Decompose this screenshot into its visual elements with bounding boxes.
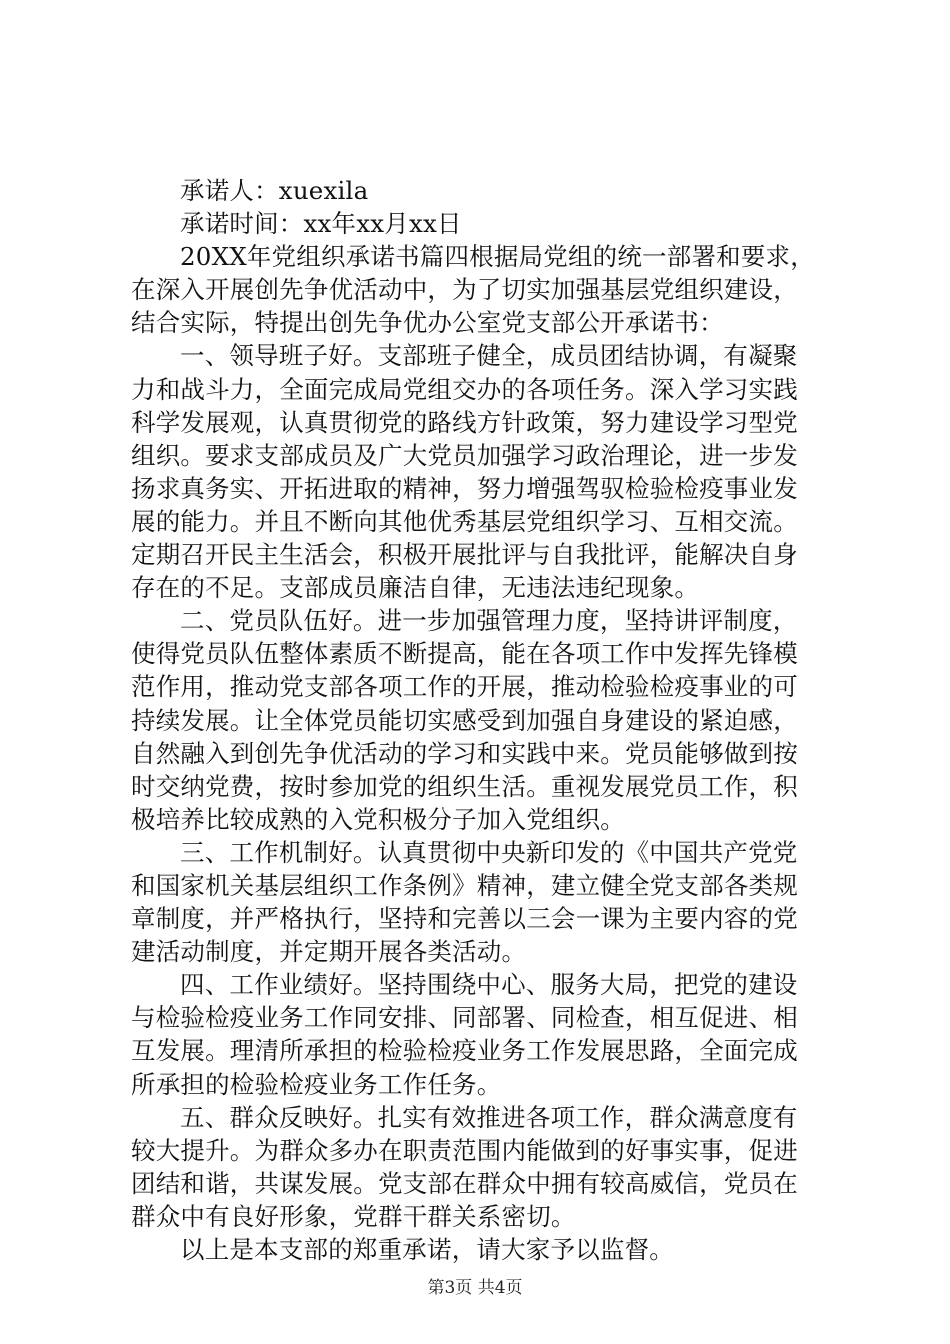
paragraph-item-2 — [131, 604, 831, 836]
paragraph-line: 与检验检疫业务工作同安排、同部署、同检查，相互促进、相 — [131, 1003, 798, 1033]
paragraph-line: 使得党员队伍整体素质不断提高，能在各项工作中发挥先锋模 — [131, 639, 798, 669]
paragraph-line: 扬求真务实、开拓进取的精神，努力增强驾驭检验检疫事业发 — [131, 473, 798, 503]
paragraph-line: 在深入开展创先争优活动中，为了切实加强基层党组织建设， — [131, 275, 798, 305]
paragraph-item-3 — [131, 836, 831, 968]
paragraph-line: 三、工作机制好。认真贯彻中央新印发的《中国共产党党 — [180, 837, 798, 867]
paragraph-line: 以上是本支部的郑重承诺，请大家予以监督。 — [180, 1235, 674, 1264]
paragraph-line: 互发展。理清所承担的检验检疫业务工作发展思路，全面完成 — [131, 1036, 798, 1066]
paragraph-line: 力和战斗力，全面完成局党组交办的各项任务。深入学习实践 — [131, 374, 798, 404]
paragraph-line: 二、党员队伍好。进一步加强管理力度，坚持讲评制度， — [180, 606, 798, 636]
paragraph-line: 较大提升。为群众多办在职责范围内能做到的好事实事，促进 — [131, 1135, 798, 1165]
paragraph-line: 建活动制度，并定期开展各类活动。 — [131, 937, 527, 967]
paragraph-line: 范作用，推动党支部各项工作的开展，推动检验检疫事业的可 — [131, 672, 798, 702]
paragraph-line: 定期召开民主生活会，积极开展批评与自我批评，能解决自身 — [131, 540, 798, 570]
document-body — [131, 174, 831, 1266]
paragraph-line: 20XX年党组织承诺书篇四根据局党组的统一部署和要求， — [180, 242, 815, 272]
paragraph-closing — [131, 1233, 831, 1266]
paragraph-line: 团结和谐，共谋发展。党支部在群众中拥有较高威信，党员在 — [131, 1168, 798, 1198]
paragraph-line: 组织。要求支部成员及广大党员加强学习政治理论，进一步发 — [131, 440, 798, 470]
paragraph-line: 展的能力。并且不断向其他优秀基层党组织学习、互相交流。 — [131, 506, 798, 536]
paragraph-line: 所承担的检验检疫业务工作任务。 — [131, 1069, 502, 1099]
paragraph-item-5 — [131, 1101, 831, 1233]
paragraph-line: 时交纳党费，按时参加党的组织生活。重视发展党员工作，积 — [131, 771, 798, 801]
paragraph-line: 五、群众反映好。扎实有效推进各项工作，群众满意度有 — [180, 1102, 798, 1132]
paragraph-line: 章制度，并严格执行，坚持和完善以三会一课为主要内容的党 — [131, 904, 798, 934]
date-line: 承诺时间：xx年xx月xx日 — [180, 209, 462, 239]
paragraph-line: 一、领导班子好。支部班子健全，成员团结协调，有凝聚 — [180, 341, 798, 371]
paragraph-line: 极培养比较成熟的入党积极分子加入党组织。 — [131, 804, 625, 834]
paragraph-line: 群众中有良好形象，党群干群关系密切。 — [131, 1201, 576, 1231]
paragraph-line: 存在的不足。支部成员廉洁自律，无违法违纪现象。 — [131, 573, 700, 603]
paragraph-item-4 — [131, 968, 831, 1100]
signer-line: 承诺人：xuexila — [180, 176, 369, 205]
paragraph-line: 结合实际，特提出创先争优办公室党支部公开承诺书： — [131, 308, 724, 338]
paragraph-line: 和国家机关基层组织工作条例》精神，建立健全党支部各类规 — [131, 870, 798, 900]
paragraph-line: 科学发展观，认真贯彻党的路线方针政策，努力建设学习型党 — [131, 407, 798, 437]
paragraph-line: 四、工作业绩好。坚持围绕中心、服务大局，把党的建设 — [180, 970, 798, 1000]
paragraph-line: 自然融入到创先争优活动的学习和实践中来。党员能够做到按 — [131, 738, 798, 768]
paragraph-line: 持续发展。让全体党员能切实感受到加强自身建设的紧迫感， — [131, 705, 798, 735]
page-footer — [0, 1277, 950, 1299]
paragraph-intro — [131, 240, 831, 339]
paragraph-item-1 — [131, 339, 831, 604]
page-number: 第3页 共4页 — [427, 1278, 523, 1298]
